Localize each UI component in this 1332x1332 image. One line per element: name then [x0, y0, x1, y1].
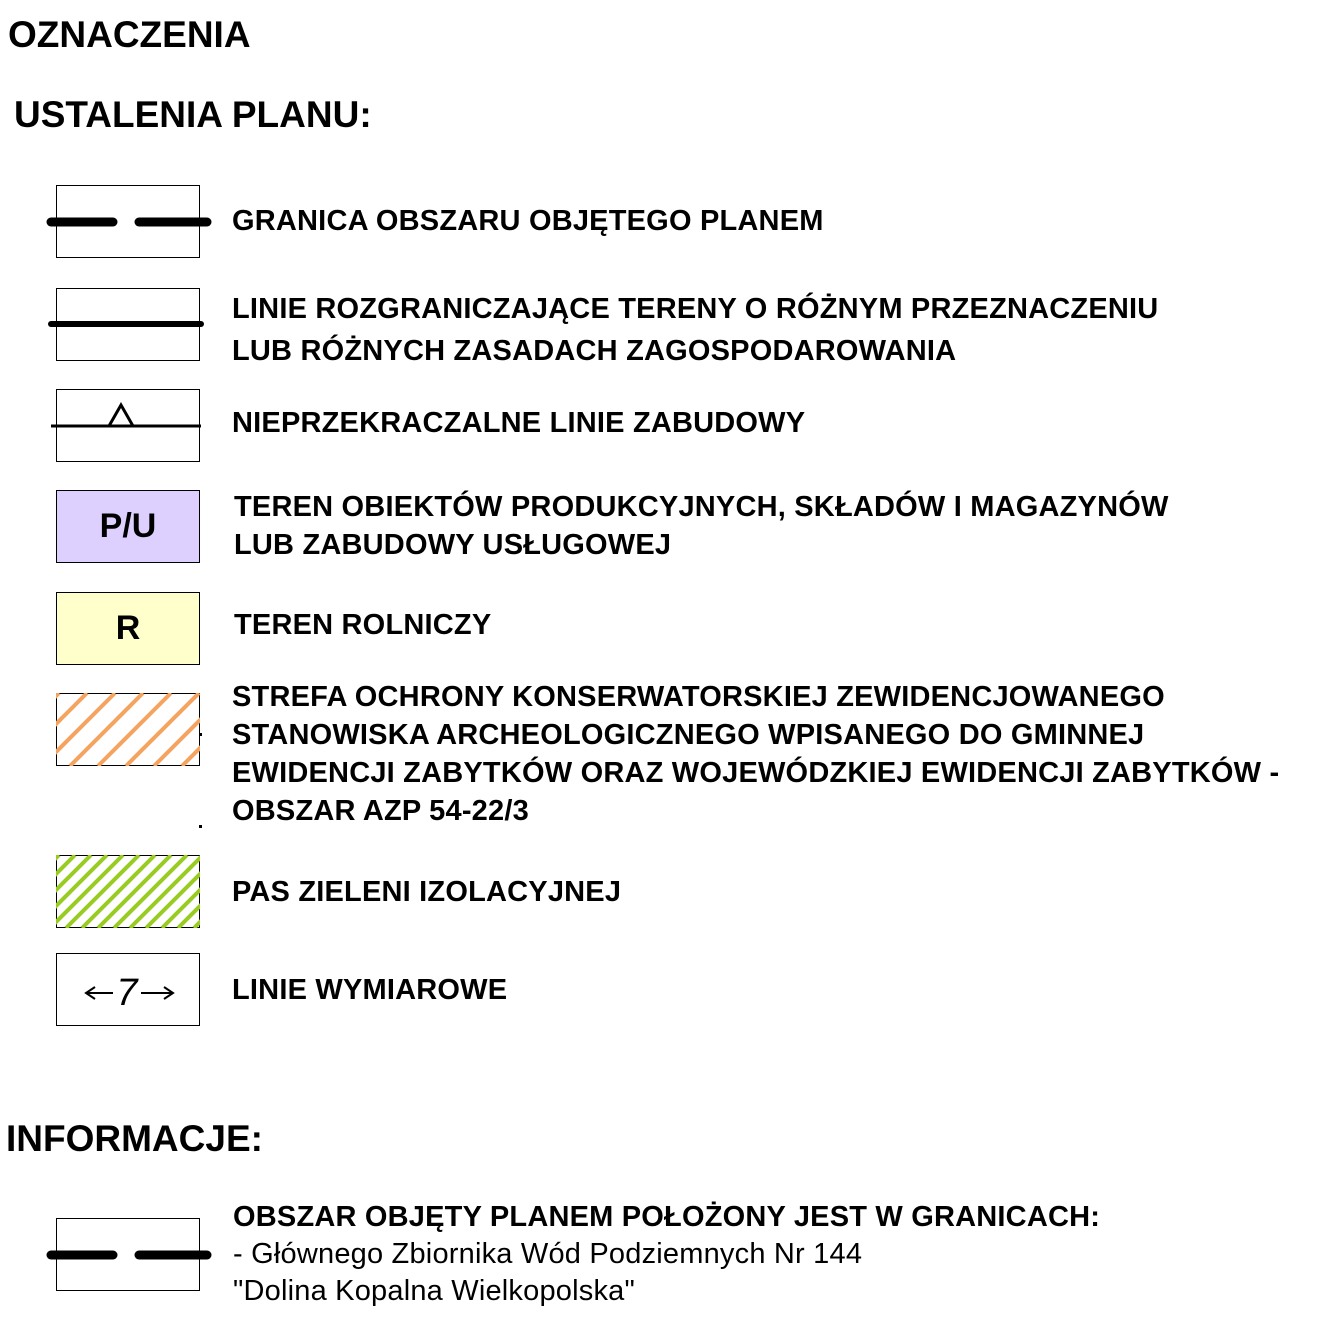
- legend-item-demarcation-lines: LINIE ROZGRANICZAJĄCE TERENY O RÓŻNYM PRZEZNACZENIU LUB RÓŻNYCH ZASADACH ZAGOSPODAROWANIA: [232, 293, 1159, 367]
- legend-item-production-services: TEREN OBIEKTÓW PRODUKCYJNYCH, SKŁADÓW I MAGAZYNÓW LUB ZABUDOWY USŁUGOWEJ: [234, 491, 1169, 561]
- reservoir-boundary-symbol: [56, 1218, 200, 1291]
- dashed-line-icon: [51, 1218, 211, 1293]
- marker-dot: [199, 733, 202, 736]
- legend-item-green-belt: PAS ZIELENI IZOLACYJNEJ: [232, 876, 622, 908]
- section-plan-heading: USTALENIA PLANU:: [14, 94, 372, 135]
- archaeology-zone-symbol: [56, 693, 200, 766]
- legend-item-plan-boundary: GRANICA OBSZARU OBJĘTEGO PLANEM: [232, 205, 824, 237]
- legend-item-building-lines: NIEPRZEKRACZALNE LINIE ZABUDOWY: [232, 407, 806, 439]
- legend-item-agricultural: TEREN ROLNICZY: [234, 609, 492, 641]
- dashed-line-icon: [51, 185, 211, 260]
- section-info-heading: INFORMACJE:: [6, 1118, 263, 1159]
- r-zone-symbol: [56, 592, 200, 665]
- dimension-value: 7: [116, 972, 138, 1014]
- pu-zone-code: P/U: [99, 507, 157, 545]
- info-line: "Dolina Kopalna Wielkopolska": [233, 1275, 635, 1307]
- legend-item-archaeology-zone: STREFA OCHRONY KONSERWATORSKIEJ ZEWIDENCJOWANEGO STANOWISKA ARCHEOLOGICZNEGO WPISANEGO DO GMINNEJ EWIDENCJI ZABYTKÓW ORAZ WOJEWÓDZKIEJ EWIDENCJI ZABYTKÓW - OBSZAR AZP 54-22/3: [232, 681, 1280, 827]
- solid-line-icon: [51, 288, 211, 363]
- pu-zone-symbol: [56, 490, 200, 563]
- building-line-symbol: [56, 389, 200, 462]
- green-belt-symbol: [56, 855, 200, 928]
- marker-dot: [199, 825, 202, 828]
- orange-hatch-icon: [56, 693, 200, 766]
- info-heading: OBSZAR OBJĘTY PLANEM POŁOŻONY JEST W GRANICACH:: [233, 1201, 1101, 1233]
- r-zone-code: R: [115, 609, 141, 647]
- legend-title: OZNACZENIA: [8, 14, 251, 55]
- plan-boundary-symbol: [56, 185, 200, 258]
- building-line-icon: [51, 389, 211, 464]
- demarcation-line-symbol: [56, 288, 200, 361]
- dimension-arrow-icon: [51, 953, 211, 1028]
- green-hatch-icon: [56, 855, 200, 928]
- info-line: - Głównego Zbiornika Wód Podziemnych Nr 144: [233, 1238, 863, 1270]
- info-item-reservoir: [233, 1199, 1100, 1310]
- dimension-line-symbol: [56, 953, 200, 1026]
- legend-item-dimension-lines: LINIE WYMIAROWE: [232, 974, 508, 1006]
